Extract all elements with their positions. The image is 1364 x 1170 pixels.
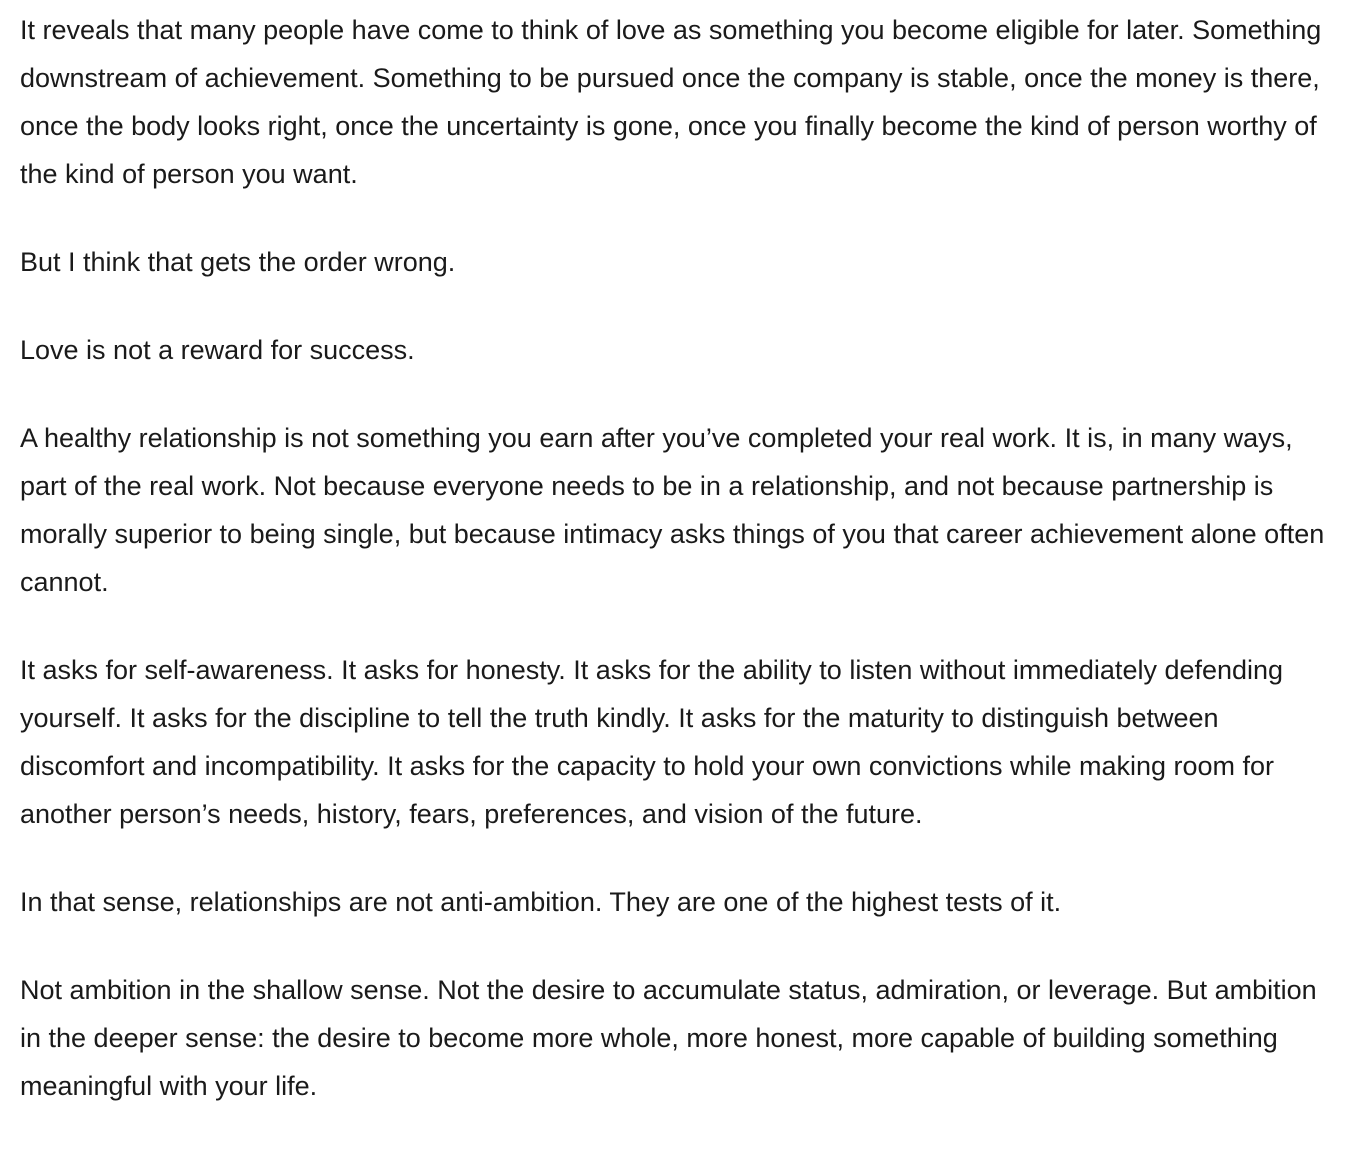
paragraph-eligible-for-later: It reveals that many people have come to think of love as something you become eligible for later. Something downstream of achievement. Something to be pursued once the company is stable, once the money is there, once the body looks right, once the uncertainty is gone, once you finally become the kind of person worthy of the kind of person you want. [20, 15, 1322, 189]
paragraph-healthy-relationship: A healthy relationship is not something you earn after you’ve completed your real work. It is, in many ways, part of the real work. Not because everyone needs to be in a relationship, and not because partnership is morally superior to being single, but because intimacy asks things of you that career achievement alone often cannot. [20, 423, 1325, 597]
paragraph-deeper-ambition: Not ambition in the shallow sense. Not the desire to accumulate status, admiration, or leverage. But ambition in the deeper sense: the desire to become more whole, more honest, more capable of building something meaningful with your life. [20, 975, 1317, 1101]
paragraph-not-anti-ambition: In that sense, relationships are not anti-ambition. They are one of the highest tests of it. [20, 887, 1062, 917]
paragraph-it-asks: It asks for self-awareness. It asks for honesty. It asks for the ability to listen without immediately defending yourself. It asks for the discipline to tell the truth kindly. It asks for the maturity to distinguish between discomfort and incompatibility. It asks for the capacity to hold your own convictions while making room for another person’s needs, history, fears, preferences, and vision of the future. [20, 655, 1284, 829]
paragraph-love-not-reward: Love is not a reward for success. [20, 335, 415, 365]
paragraph-order-wrong: But I think that gets the order wrong. [20, 247, 456, 277]
